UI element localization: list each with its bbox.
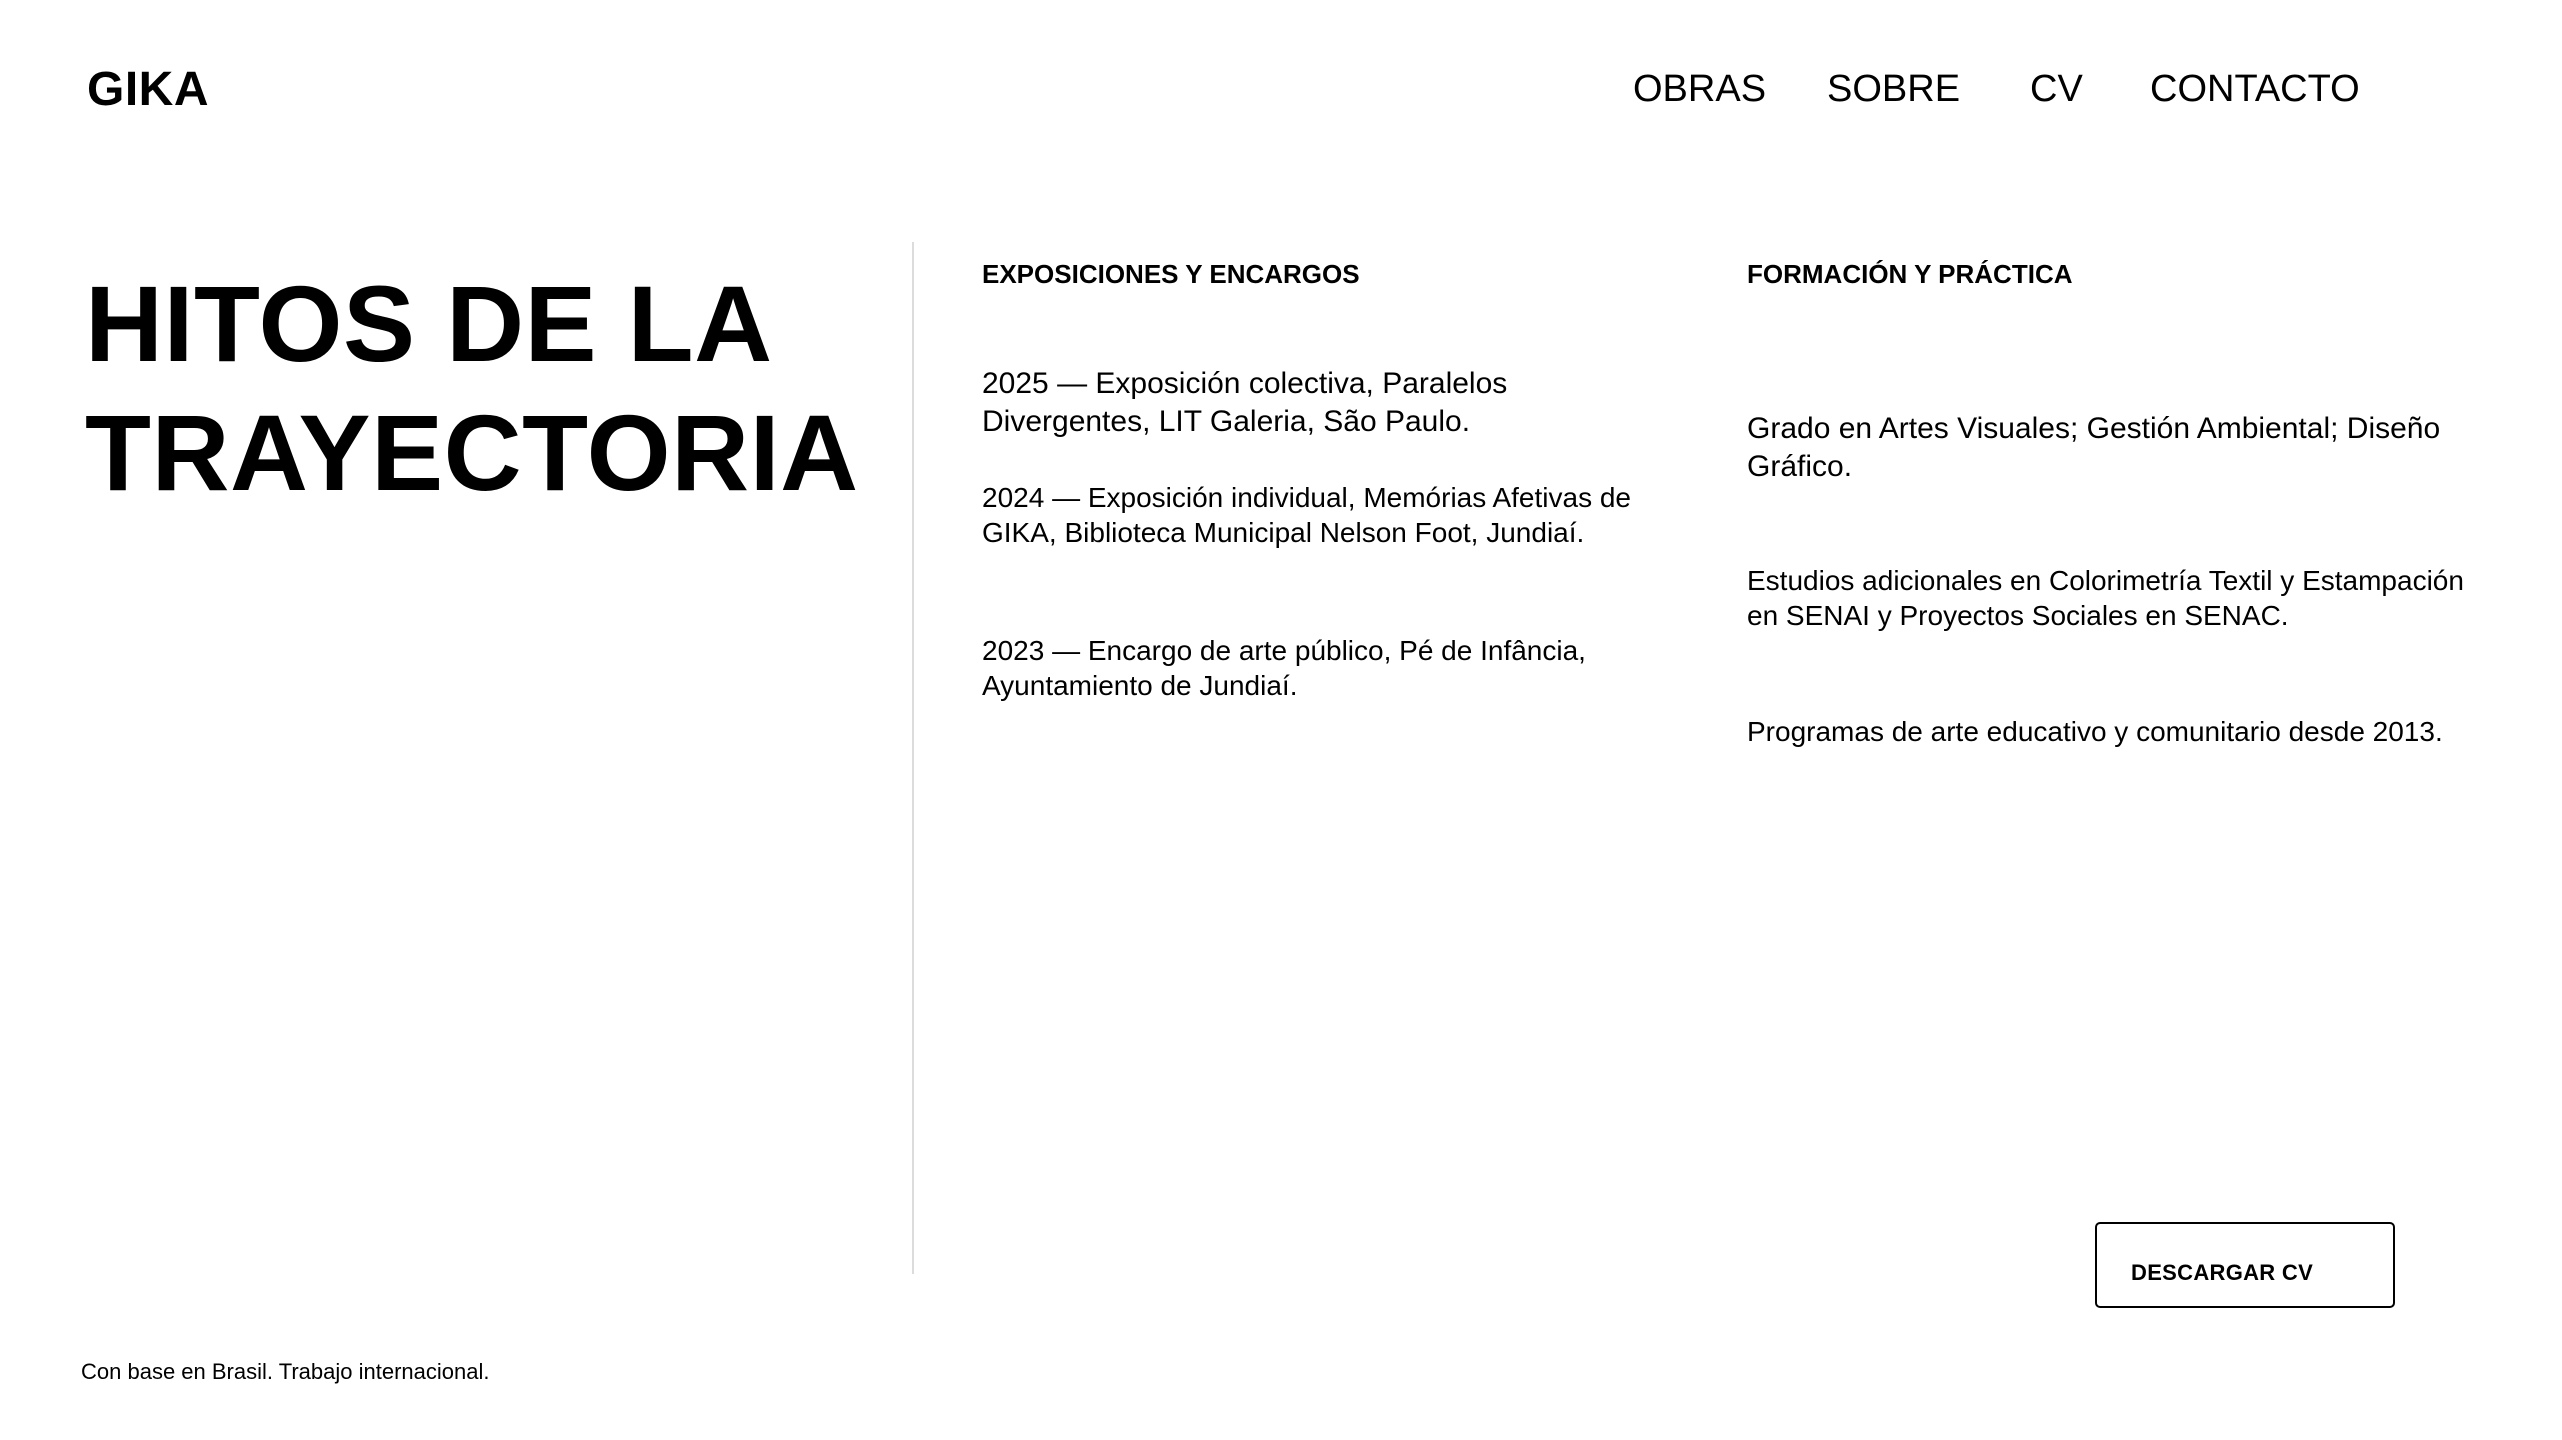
download-cv-label: DESCARGAR CV	[2131, 1260, 2314, 1285]
site-logo[interactable]: GIKA	[87, 63, 209, 116]
education-item: Programas de arte educativo y comunitario desde 2013.	[1747, 716, 2443, 747]
exhibition-item: 2025 — Exposición colectiva, Paralelos Divergentes, LIT Galeria, São Paulo.	[982, 367, 1508, 438]
exhibitions-heading: EXPOSICIONES Y ENCARGOS	[982, 259, 1360, 289]
page-title-line-1: HITOS DE LA	[85, 263, 773, 384]
footer-text: Con base en Brasil. Trabajo internacional.	[81, 1359, 490, 1384]
nav-link-obras[interactable]: OBRAS	[1633, 68, 1767, 110]
exhibition-item: 2023 — Encargo de arte público, Pé de Infância, Ayuntamiento de Jundiaí.	[982, 635, 1586, 701]
page-title	[85, 260, 885, 517]
nav-link-contacto[interactable]: CONTACTO	[2150, 68, 2360, 110]
nav-link-sobre[interactable]: SOBRE	[1827, 68, 1961, 110]
education-item: Grado en Artes Visuales; Gestión Ambiental; Diseño Gráfico.	[1747, 412, 2441, 483]
download-cv-button[interactable]	[2095, 1222, 2395, 1308]
nav-link-cv[interactable]: CV	[2030, 68, 2083, 110]
education-heading: FORMACIÓN Y PRÁCTICA	[1747, 259, 2073, 289]
education-item: Estudios adicionales en Colorimetría Textil y Estampación en SENAI y Proyectos Sociales en SENAC.	[1747, 565, 2464, 631]
page-title-line-2: TRAYECTORIA	[85, 391, 859, 513]
vertical-divider	[912, 242, 914, 1274]
exhibition-item: 2024 — Exposición individual, Memórias Afetivas de GIKA, Biblioteca Municipal Nelson Foot, Jundiaí.	[982, 482, 1632, 548]
